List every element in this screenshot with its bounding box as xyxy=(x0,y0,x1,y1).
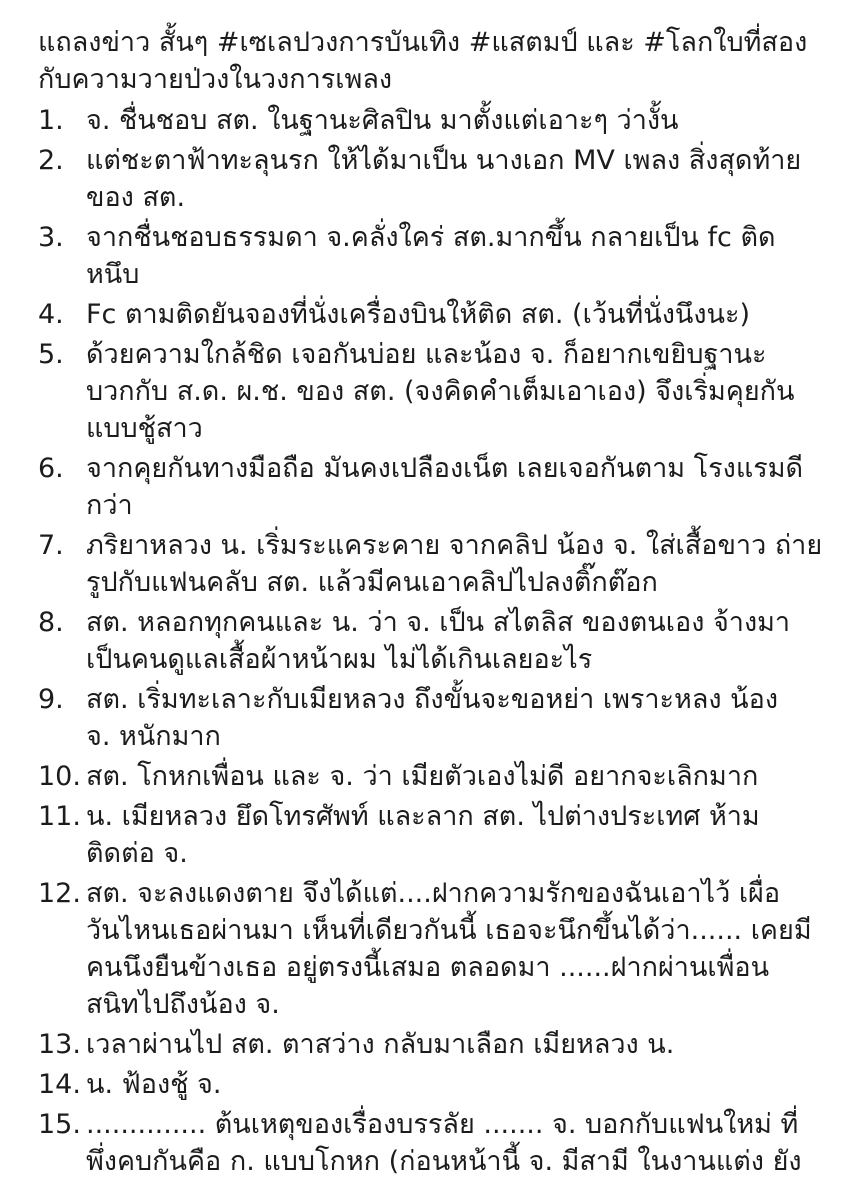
list-item-text xyxy=(86,336,828,447)
list-item-line: จากคุยกันทางมือถือ มันคงเปลืองเน็ต เลยเจอกันตาม โรงแรมดี xyxy=(86,453,804,484)
list-item-line: Fc ตามติดยันจองที่นั่งเครื่องบินให้ติด สต. (เว้นที่นั่งนึงนะ) xyxy=(86,299,751,330)
list-item xyxy=(38,681,828,755)
list-item-line: หนึบ xyxy=(86,259,140,290)
list-item xyxy=(38,1066,828,1103)
list-item-line: บวกกับ ส.ด. ผ.ช. ของ สต. (จงคิดคำเต็มเอาเอง) จึงเริ่มคุยกัน xyxy=(86,376,795,407)
list-item-number: 14. xyxy=(38,1069,81,1100)
list-item-line: สต. จะลงแดงตาย จึงได้แต่....ฝากความรักของฉันเอาไว้ เผื่อ xyxy=(86,878,781,909)
list-item-text xyxy=(86,450,828,524)
list-item-text xyxy=(86,1106,828,1180)
list-item-text xyxy=(86,142,828,216)
list-item xyxy=(38,1026,828,1063)
list-item-line: ของ สต. xyxy=(86,182,186,213)
list-item-line: กว่า xyxy=(86,490,133,521)
list-item-line: เป็นคนดูแลเสื้อผ้าหน้าผม ไม่ได้เกินเลยอะไร xyxy=(86,644,593,675)
intro-line-2: กับความวายป่วงในวงการเพลง xyxy=(38,64,393,95)
list-item-number: 6. xyxy=(38,453,64,484)
numbered-list xyxy=(38,102,828,1183)
list-item-number: 5. xyxy=(38,339,64,370)
list-item-number: 15. xyxy=(38,1109,81,1140)
list-item-line: ด้วยความใกล้ชิด เจอกันบ่อย และน้อง จ. ก็อยากเขยิบฐานะ xyxy=(86,339,767,370)
list-item xyxy=(38,102,828,139)
list-item-line: ภริยาหลวง น. เริ่มระแคระคาย จากคลิป น้อง จ. ใส่เสื้อขาว ถ่าย xyxy=(86,530,823,561)
list-item xyxy=(38,875,828,1023)
intro-line-1: แถลงข่าว สั้นๆ #เซเลปวงการบันเทิง #แสตมป์ และ #โลกใบที่สอง xyxy=(38,27,808,58)
list-item-line: วันไหนเธอผ่านมา เห็นที่เดียวกันนี้ เธอจะนึกขึ้นได้ว่า...... เคยมี xyxy=(86,915,812,946)
list-item-text xyxy=(86,875,828,1023)
list-item-line: น. เมียหลวง ยึดโทรศัพท์ และลาก สต. ไปต่างประเทศ ห้าม xyxy=(86,801,760,832)
list-item-line: ติดต่อ จ. xyxy=(86,838,188,869)
list-item xyxy=(38,142,828,216)
list-item-number: 7. xyxy=(38,530,64,561)
list-item-text xyxy=(86,527,828,601)
list-item-line: เวลาผ่านไป สต. ตาสว่าง กลับมาเลือก เมียหลวง น. xyxy=(86,1029,675,1060)
list-item-line: แต่ชะตาฟ้าทะลุนรก ให้ได้มาเป็น นางเอก MV เพลง สิ่งสุดท้าย xyxy=(86,145,802,176)
list-item xyxy=(38,450,828,524)
list-item-text xyxy=(86,681,828,755)
list-item xyxy=(38,219,828,293)
list-item-line: จ. ชื่นชอบ สต. ในฐานะศิลปิน มาตั้งแต่เอาะๆ ว่างั้น xyxy=(86,105,679,136)
list-item-line: พึ่งคบกันคือ ก. แบบโกหก (ก่อนหน้านี้ จ. มีสามี ในงานแต่ง ยัง xyxy=(86,1146,802,1177)
list-item-text xyxy=(86,1026,828,1063)
list-item-text xyxy=(86,758,828,795)
list-item xyxy=(38,798,828,872)
list-item-number: 12. xyxy=(38,878,81,909)
list-item-number: 3. xyxy=(38,222,64,253)
list-item-number: 1. xyxy=(38,105,64,136)
list-item-number: 11. xyxy=(38,801,81,832)
list-item-number: 9. xyxy=(38,684,64,715)
list-item-number: 13. xyxy=(38,1029,81,1060)
list-item xyxy=(38,336,828,447)
list-item-line: น. ฟ้องชู้ จ. xyxy=(86,1069,222,1100)
list-item-number: 8. xyxy=(38,607,64,638)
list-item-number: 4. xyxy=(38,299,64,330)
list-item xyxy=(38,296,828,333)
list-item-line: แบบชู้สาว xyxy=(86,413,203,444)
list-item-text xyxy=(86,102,828,139)
list-item-line: รูปกับแฟนคลับ สต. แล้วมีคนเอาคลิปไปลงติ๊กต๊อก xyxy=(86,567,658,598)
list-item-text xyxy=(86,219,828,293)
list-item-line: สต. โกหกเพื่อน และ จ. ว่า เมียตัวเองไม่ดี อยากจะเลิกมาก xyxy=(86,761,759,792)
list-item-text xyxy=(86,296,828,333)
list-item-line: จ. หนักมาก xyxy=(86,721,221,752)
list-item-text xyxy=(86,798,828,872)
list-item-number: 2. xyxy=(38,145,64,176)
list-item-line: จากชื่นชอบธรรมดา จ.คลั่งใคร่ สต.มากขึ้น กลายเป็น fc ติด xyxy=(86,222,776,253)
list-item-text xyxy=(86,604,828,678)
list-item-line: .............. ต้นเหตุของเรื่องบรรลัย ....... จ. บอกกับแฟนใหม่ ที่ xyxy=(86,1109,799,1140)
list-item xyxy=(38,1106,828,1180)
list-item-line: คนนึงยืนข้างเธอ อยู่ตรงนี้เสมอ ตลอดมา ......ฝากผ่านเพื่อน xyxy=(86,952,770,983)
list-item xyxy=(38,758,828,795)
list-item-line: สนิทไปถึงน้อง จ. xyxy=(86,989,280,1020)
list-item-line: สต. หลอกทุกคนและ น. ว่า จ. เป็น สไตลิส ของตนเอง จ้างมา xyxy=(86,607,791,638)
list-item-line: สต. เริ่มทะเลาะกับเมียหลวง ถึงขั้นจะขอหย่า เพราะหลง น้อง xyxy=(86,684,779,715)
list-item xyxy=(38,604,828,678)
list-item xyxy=(38,527,828,601)
list-item-text xyxy=(86,1066,828,1103)
list-item-number: 10. xyxy=(38,761,81,792)
intro-heading xyxy=(38,24,828,98)
